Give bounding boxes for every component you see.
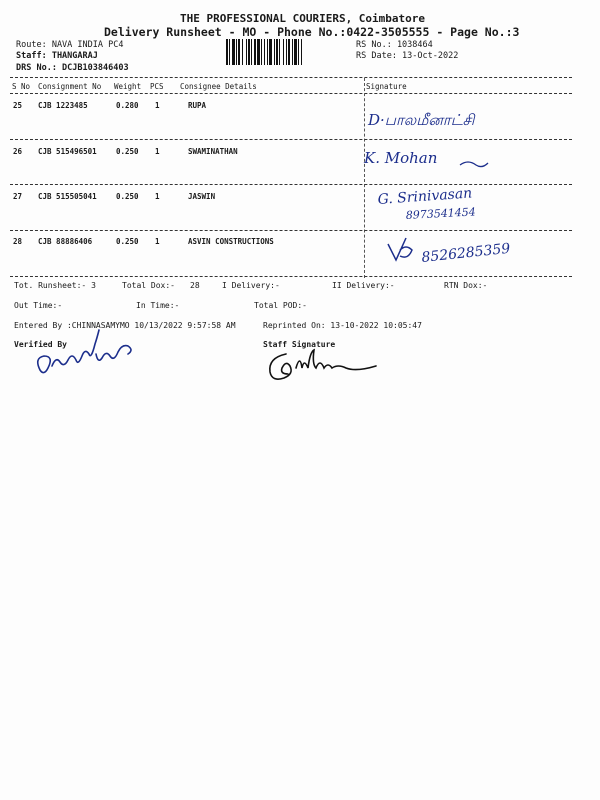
signature-row-27-name: G. Srinivasan (377, 185, 473, 208)
table-top-rule (10, 77, 572, 78)
table-header-rule (10, 93, 572, 94)
signature-row-25-text: D·பாலமீனாட்சி (368, 111, 475, 129)
total-pod: Total POD:- (254, 301, 307, 310)
row-consignment: CJB 88886406 (38, 237, 93, 246)
rtn-dox: RTN Dox:- (444, 281, 488, 290)
row-consignment: CJB 515496501 (38, 147, 97, 156)
row-consignee: JASWIN (188, 192, 216, 201)
row-weight: 0.280 (116, 101, 139, 110)
drs-number: DRS No.: DCJB103846403 (16, 63, 129, 73)
row-sno: 25 (13, 101, 23, 110)
row-weight: 0.250 (116, 147, 139, 156)
row-sno: 28 (13, 237, 23, 246)
row-weight: 0.250 (116, 192, 139, 201)
row-pcs: 1 (155, 237, 160, 246)
signature-row-25 (366, 105, 516, 135)
company-name: THE PROFESSIONAL COURIERS, Coimbatore (180, 12, 426, 25)
signature-row-26 (362, 143, 512, 175)
table-bottom-rule (10, 276, 572, 277)
row-consignee: ASVIN CONSTRUCTIONS (188, 237, 274, 246)
runsheet-subtitle: Delivery Runsheet - MO - Phone No.:0422-3505555 - Page No.:3 (104, 25, 520, 39)
total-dox-label: Total Dox:- (122, 281, 175, 290)
col-weight: Weight (114, 82, 142, 91)
row-separator (10, 184, 572, 185)
signature-row-26-text: K. Mohan (364, 149, 438, 167)
row-weight: 0.250 (116, 237, 139, 246)
row-pcs: 1 (155, 192, 160, 201)
row-consignment: CJB 1223485 (38, 101, 88, 110)
verified-by-signature (34, 328, 144, 386)
verified-by-label: Verified By (14, 340, 67, 349)
reprinted-on: Reprinted On: 13-10-2022 10:05:47 (263, 321, 422, 330)
col-sno: S No (12, 82, 31, 91)
row-pcs: 1 (155, 147, 160, 156)
row-pcs: 1 (155, 101, 160, 110)
rs-number: RS No.: 1038464 (356, 40, 433, 50)
row-sno: 26 (13, 147, 23, 156)
row-separator (10, 139, 572, 140)
in-time: In Time:- (136, 301, 180, 310)
col-consignee: Consignee Details (180, 82, 257, 91)
row-consignee: RUPA (188, 101, 207, 110)
out-time: Out Time:- (14, 301, 63, 310)
staff-signature-label: Staff Signature (263, 340, 336, 349)
entered-by: Entered By :CHINNASAMYMO 10/13/2022 9:57:58 AM (14, 321, 236, 330)
col-signature: Signature (366, 82, 407, 91)
col-consignment: Consignment No (38, 82, 102, 91)
total-dox-value: 28 (190, 281, 200, 290)
col-pcs: PCS (150, 82, 164, 91)
signature-row-27-phone: 8973541454 (405, 205, 477, 222)
barcode-image (226, 39, 350, 65)
staff-label: Staff: THANGARAJ (16, 51, 98, 61)
signature-row-28-phone: 8526285359 (420, 240, 512, 266)
rs-date: RS Date: 13-Oct-2022 (356, 51, 459, 61)
signature-row-28 (386, 230, 546, 272)
signature-row-27 (376, 187, 516, 227)
signature-column-divider (364, 78, 365, 278)
row-sno: 27 (13, 192, 23, 201)
route-label: Route: NAVA INDIA PC4 (16, 40, 124, 50)
staff-signature (266, 344, 386, 384)
total-runsheet: Tot. Runsheet:- 3 (14, 281, 96, 290)
row-consignment: CJB 515505041 (38, 192, 97, 201)
second-delivery: II Delivery:- (332, 281, 395, 290)
row-consignee: SWAMINATHAN (188, 147, 238, 156)
first-delivery: I Delivery:- (222, 281, 280, 290)
